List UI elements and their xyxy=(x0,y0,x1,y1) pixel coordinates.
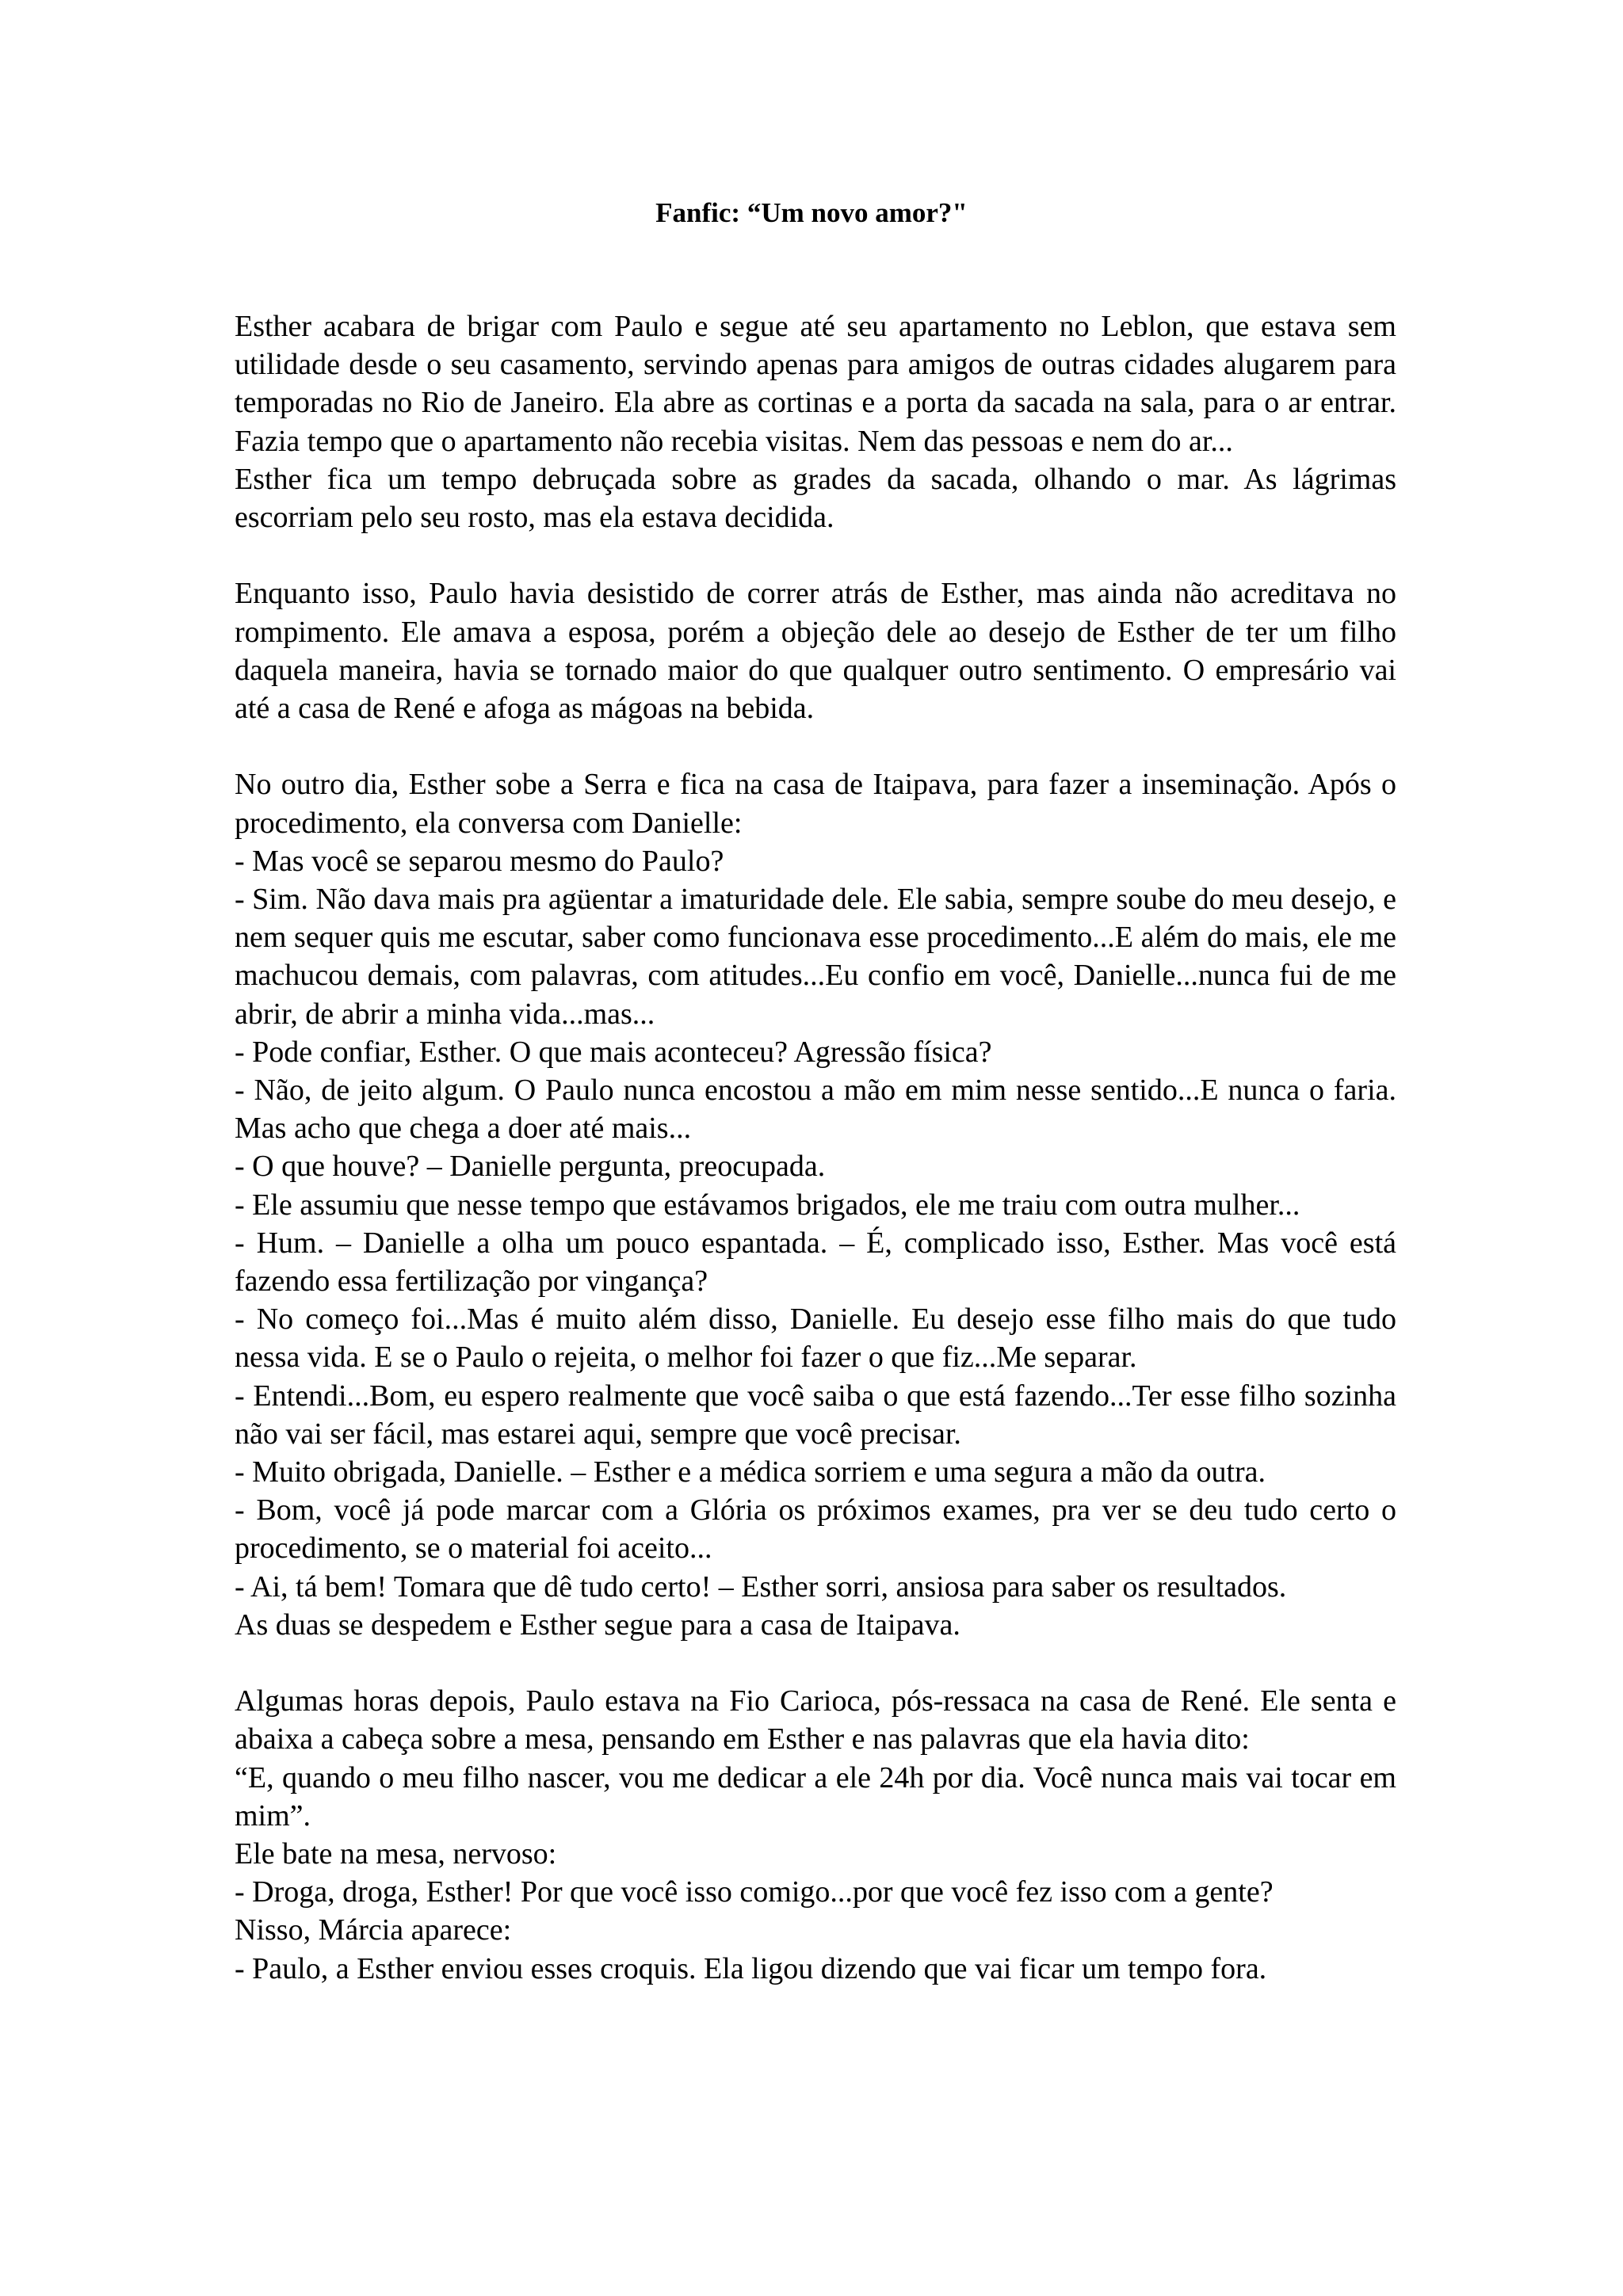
text-line: Esther fica um tempo debruçada sobre as grades da sacada, olhando o mar. As lágrimas escorriam pelo seu rosto, mas ela estava decidida. xyxy=(235,462,1396,535)
document-body xyxy=(235,307,1396,1988)
paragraph xyxy=(235,765,1396,1644)
dialogue-line: - Droga, droga, Esther! Por que você isso comigo...por que você fez isso com a gente? xyxy=(235,1875,1274,1909)
dialogue-line: - Ai, tá bem! Tomara que dê tudo certo! – Esther sorri, ansiosa para saber os resultados. xyxy=(235,1569,1287,1604)
document-title: Fanfic: “Um novo amor?" xyxy=(655,197,968,228)
dialogue-line: - Mas você se separou mesmo do Paulo? xyxy=(235,844,724,878)
dialogue-line: - Bom, você já pode marcar com a Glória os próximos exames, pra ver se deu tudo certo o procedimento, se o material foi aceito... xyxy=(235,1493,1396,1566)
text-line: Ele bate na mesa, nervoso: xyxy=(235,1837,557,1871)
dialogue-line: - No começo foi...Mas é muito além disso, Danielle. Eu desejo esse filho mais do que tudo nessa vida. E se o Paulo o rejeita, o melhor foi fazer o que fiz...Me separar. xyxy=(235,1302,1396,1375)
text-line: Esther acabara de brigar com Paulo e segue até seu apartamento no Leblon, que estava sem utilidade desde o seu casamento, servindo apenas para amigos de outras cidades alugarem para temporadas no Rio de Janeiro. Ela abre as cortinas e a porta da sacada na sala, para o ar entrar. Fazia tempo que o apartamento não recebia visitas. Nem das pessoas e nem do ar... xyxy=(235,310,1396,458)
text-line: As duas se despedem e Esther segue para a casa de Itaipava. xyxy=(235,1608,960,1642)
text-line: Enquanto isso, Paulo havia desistido de correr atrás de Esther, mas ainda não acreditava no rompimento. Ele amava a esposa, porém a objeção dele ao desejo de Esther de ter um filho daquela maneira, havia se tornado maior do que qualquer outro sentimento. O empresário vai até a casa de René e afoga as mágoas na bebida. xyxy=(235,577,1396,726)
paragraph xyxy=(235,1682,1396,1988)
text-line: Nisso, Márcia aparece: xyxy=(235,1913,512,1947)
dialogue-line: - Não, de jeito algum. O Paulo nunca encostou a mão em mim nesse sentido...E nunca o faria. Mas acho que chega a doer até mais... xyxy=(235,1074,1396,1146)
dialogue-line: - Sim. Não dava mais pra agüentar a imaturidade dele. Ele sabia, sempre soube do meu desejo, e nem sequer quis me escutar, saber como funcionava esse procedimento...E além do mais, ele me machucou demais, com palavras, com atitudes...Eu confio em você, Danielle...nunca fui de me abrir, de abrir a minha vida...mas... xyxy=(235,883,1396,1031)
dialogue-line: - Hum. – Danielle a olha um pouco espantada. – É, complicado isso, Esther. Mas você está fazendo essa fertilização por vingança? xyxy=(235,1226,1396,1299)
dialogue-line: - Ele assumiu que nesse tempo que estávamos brigados, ele me traiu com outra mulher... xyxy=(235,1188,1300,1222)
paragraph xyxy=(235,307,1396,536)
dialogue-line: - O que houve? – Danielle pergunta, preocupada. xyxy=(235,1150,826,1184)
quote-line: “E, quando o meu filho nascer, vou me dedicar a ele 24h por dia. Você nunca mais vai tocar em mim”. xyxy=(235,1760,1396,1833)
paragraph xyxy=(235,574,1396,727)
text-line: Algumas horas depois, Paulo estava na Fio Carioca, pós-ressaca na casa de René. Ele senta e abaixa a cabeça sobre a mesa, pensando em Esther e nas palavras que ela havia dito: xyxy=(235,1684,1396,1756)
dialogue-line: - Pode confiar, Esther. O que mais aconteceu? Agressão física? xyxy=(235,1035,992,1069)
dialogue-line: - Muito obrigada, Danielle. – Esther e a médica sorriem e uma segura a mão da outra. xyxy=(235,1455,1266,1489)
dialogue-line: - Entendi...Bom, eu espero realmente que você saiba o que está fazendo...Ter esse filho sozinha não vai ser fácil, mas estarei aqui, sempre que você precisar. xyxy=(235,1379,1396,1451)
text-line: No outro dia, Esther sobe a Serra e fica na casa de Itaipava, para fazer a inseminação. Após o procedimento, ela conversa com Danielle: xyxy=(235,768,1396,840)
dialogue-line: - Paulo, a Esther enviou esses croquis. Ela ligou dizendo que vai ficar um tempo fora. xyxy=(235,1951,1267,1985)
